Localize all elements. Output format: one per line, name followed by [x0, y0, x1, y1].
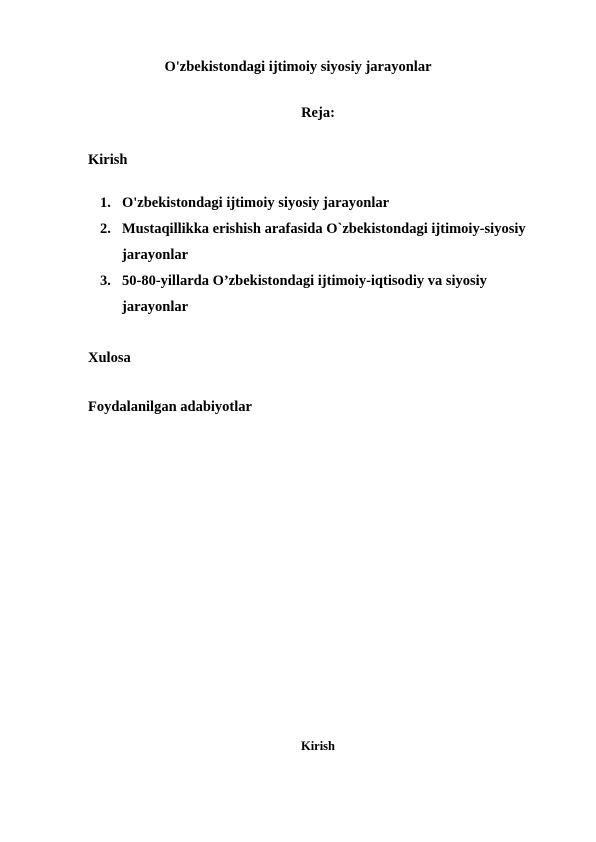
plan-item-text: Mustaqillikka erishish arafasida O`zbekistondagi ijtimoiy-siyosiy jarayonlar	[122, 221, 526, 263]
intro-heading: Kirish	[88, 152, 128, 168]
conclusion-heading: Xulosa	[88, 350, 131, 366]
plan-item-number: 3.	[100, 273, 111, 289]
plan-item-number: 1.	[100, 195, 111, 211]
plan-item-text: O'zbekistondagi ijtimoiy siyosiy jarayonlar	[122, 195, 390, 211]
plan-list	[100, 190, 540, 320]
references-heading: Foydalanilgan adabiyotlar	[88, 399, 252, 415]
document-title: O'zbekistondagi ijtimoiy siyosiy jarayonlar	[164, 59, 432, 75]
plan-item-1	[100, 190, 540, 216]
plan-item-number: 2.	[100, 221, 111, 237]
plan-item-3	[100, 268, 540, 320]
next-section-heading: Kirish	[300, 739, 336, 753]
plan-item-2	[100, 216, 540, 268]
plan-item-text: 50-80-yillarda O’zbekistondagi ijtimoiy-iqtisodiy va siyosiy jarayonlar	[122, 273, 487, 315]
plan-heading: Reja:	[301, 105, 335, 121]
